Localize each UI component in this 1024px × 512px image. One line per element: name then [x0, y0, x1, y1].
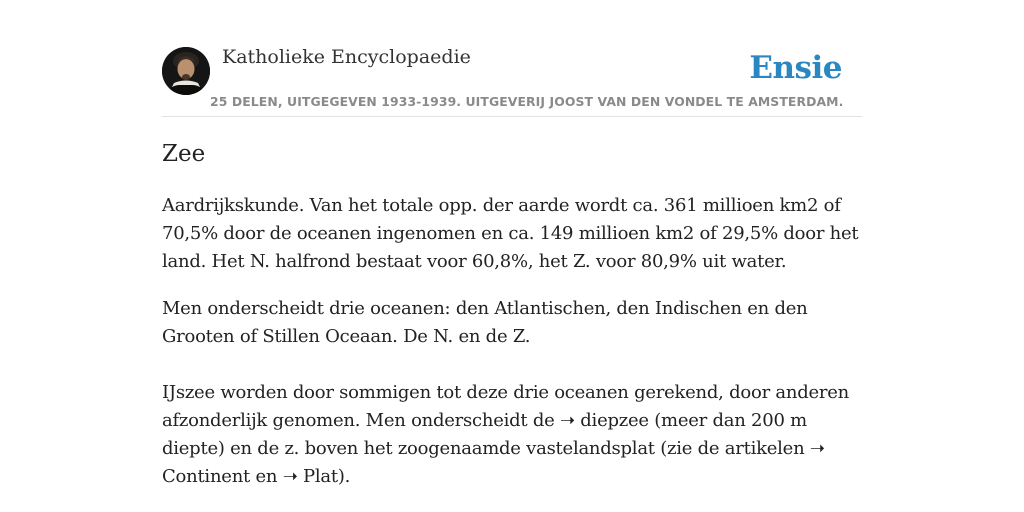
article-paragraph: Aardrijkskunde. Van het totale opp. der aarde wordt ca. 361 millioen km2 of 70,5% door de oceanen ingenomen en ca. 149 millioen km2 of 29,5% door het land. Het N. halfrond bestaat voor 60,8%, het Z. voor 80,9% uit water. [162, 195, 859, 272]
portrait-icon [162, 47, 210, 95]
article-paragraph: Men onderscheidt drie oceanen: den Atlantischen, den Indischen en den Grooten of Stillen Oceaan. De N. en de Z. [162, 298, 808, 347]
link-plat[interactable]: ➝ Plat [282, 466, 338, 487]
site-title[interactable]: Katholieke Encyclopaedie [222, 46, 471, 68]
link-diepzee[interactable]: ➝ diepzee [559, 410, 649, 431]
article [162, 138, 862, 491]
paragraph-text: en [250, 466, 283, 487]
ensie-logo[interactable]: Ensie [749, 50, 842, 86]
paragraph-text: IJszee worden door sommigen tot deze drie oceanen gerekend, door anderen afzonderlijk genomen. Men onderscheidt de [162, 382, 849, 431]
article-title: Zee [162, 141, 206, 167]
paragraph-text: ). [337, 466, 351, 487]
paragraph-text: (meer dan 200 m diepte) en de z. boven het zoogenaamde vastelandsplat (zie de artikelen [162, 410, 810, 459]
link-continent[interactable]: ➝ Continent [162, 438, 825, 487]
publication-subtitle: 25 DELEN, UITGEGEVEN 1933-1939. UITGEVERIJ JOOST VAN DEN VONDEL TE AMSTERDAM. [210, 94, 844, 109]
portrait-avatar[interactable] [162, 47, 210, 95]
site-header [162, 44, 862, 117]
article-paragraph [162, 379, 862, 491]
